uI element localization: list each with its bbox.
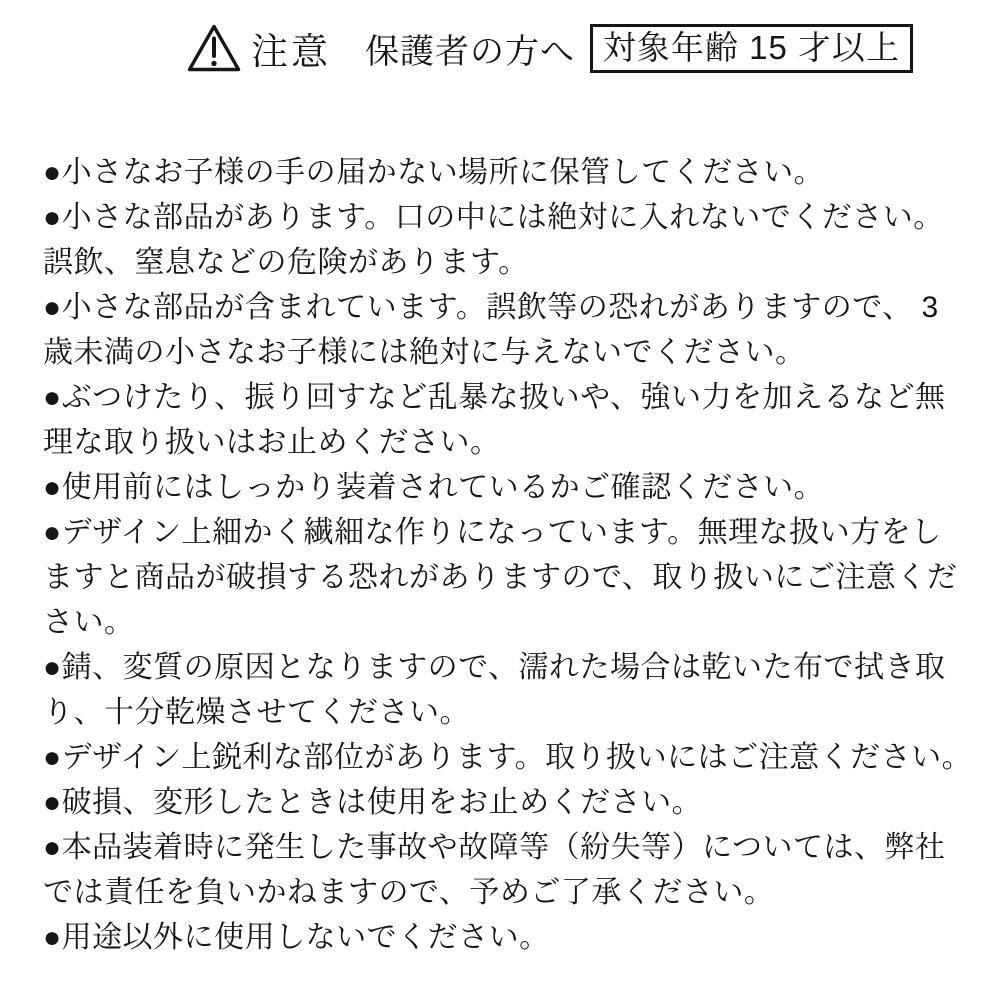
notice-line: ●ぶつけたり、振り回すなど乱暴な扱いや、強い力を加えるなど無 [43,381,946,414]
notice-line: ●錆、変質の原因となりますので、濡れた場合は乾いた布で拭き取 [43,651,946,684]
caution-title: 注意 [251,31,331,72]
notice-list [43,150,973,960]
notice-item [43,465,973,510]
notice-item [43,510,973,645]
notice-line: 誤飲、窒息などの危険があります。 [43,246,529,279]
notice-line: ●デザイン上細かく繊細な作りになっています。無理な扱い方をし [43,516,942,549]
notice-line: さい。 [43,606,135,639]
notice-item [43,915,973,960]
notice-item [43,735,973,780]
notice-item [43,825,973,915]
notice-line: ●使用前にはしっかり装着されているかご確認ください。 [43,471,825,504]
notice-line: ●破損、変形したときは使用をお止めください。 [43,786,703,819]
notice-line: ますと商品が破損する恐れがありますので、取り扱いにご注意くだ [43,561,958,594]
notice-item [43,375,973,465]
notice-item [43,195,973,285]
audience-title: 保護者の方へ [365,32,575,71]
header [186,22,913,74]
notice-line: ●小さな部品があります。口の中には絶対に入れないでください。 [43,201,944,234]
notice-line: ●デザイン上鋭利な部位があります。取り扱いにはご注意ください。 [43,741,973,774]
notice-line: では責任を負いかねますので、予めご了承ください。 [43,876,775,909]
warning-triangle-icon [186,23,242,73]
notice-item [43,285,973,375]
notice-line: 理な取り扱いはお止めください。 [43,426,501,459]
notice-line: ●小さな部品が含まれています。誤飲等の恐れがありますので、 3 [43,291,939,324]
notice-item [43,150,973,195]
notice-line: り、十分乾燥させてください。 [43,696,470,729]
notice-line: ●用途以外に使用しないでください。 [43,921,550,954]
notice-item [43,780,973,825]
notice-line: ●本品装着時に発生した事故や故障等（紛失等）については、弊社 [43,831,946,864]
notice-item [43,645,973,735]
notice-line: ●小さなお子様の手の届かない場所に保管してください。 [43,156,825,189]
notice-line: 歳未満の小さなお子様には絶対に与えないでください。 [43,336,806,369]
age-limit-badge: 対象年齢 15 才以上 [590,24,913,73]
